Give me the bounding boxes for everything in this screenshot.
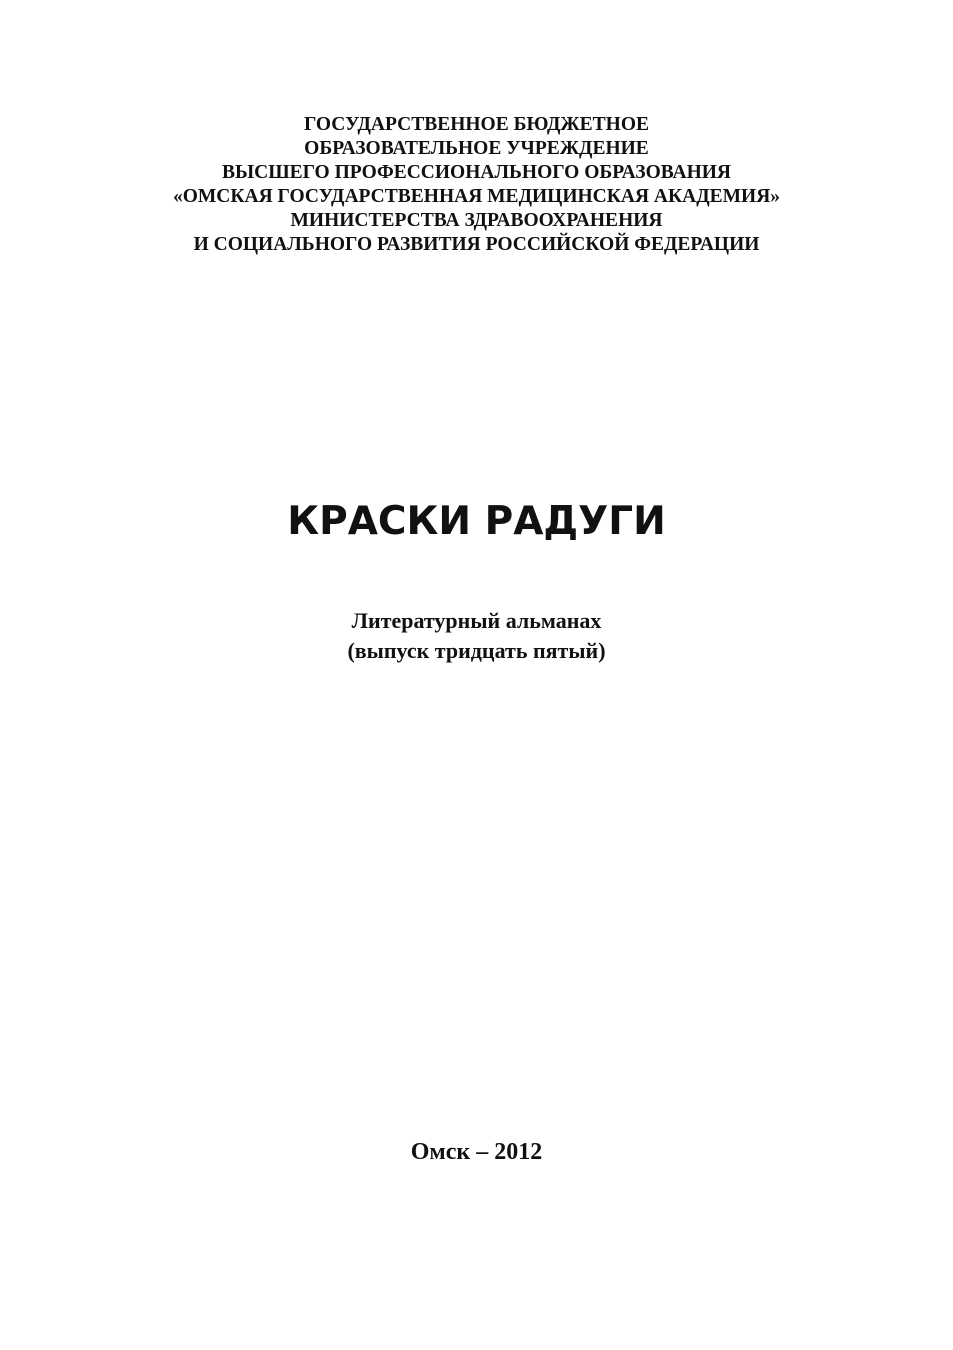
institution-line: ВЫСШЕГО ПРОФЕССИОНАЛЬНОГО ОБРАЗОВАНИЯ bbox=[221, 162, 732, 183]
subtitle-line: Литературный альманах bbox=[351, 608, 602, 633]
place-and-year: Омск – 2012 bbox=[410, 1139, 543, 1165]
institution-line: ОБРАЗОВАТЕЛЬНОЕ УЧРЕЖДЕНИЕ bbox=[304, 138, 649, 159]
institution-line: И СОЦИАЛЬНОГО РАЗВИТИЯ РОССИЙСКОЙ ФЕДЕРАЦИИ bbox=[193, 234, 760, 255]
institution-line: «ОМСКАЯ ГОСУДАРСТВЕННАЯ МЕДИЦИНСКАЯ АКАДЕМИЯ» bbox=[172, 186, 781, 207]
institution-line: ГОСУДАРСТВЕННОЕ БЮДЖЕТНОЕ bbox=[303, 114, 650, 135]
institution-line: МИНИСТЕРСТВА ЗДРАВООХРАНЕНИЯ bbox=[290, 210, 663, 231]
book-title: КРАСКИ РАДУГИ bbox=[287, 499, 666, 544]
subtitle-line: (выпуск тридцать пятый) bbox=[347, 638, 606, 663]
institution-header bbox=[0, 113, 953, 257]
book-subtitle bbox=[0, 606, 953, 666]
